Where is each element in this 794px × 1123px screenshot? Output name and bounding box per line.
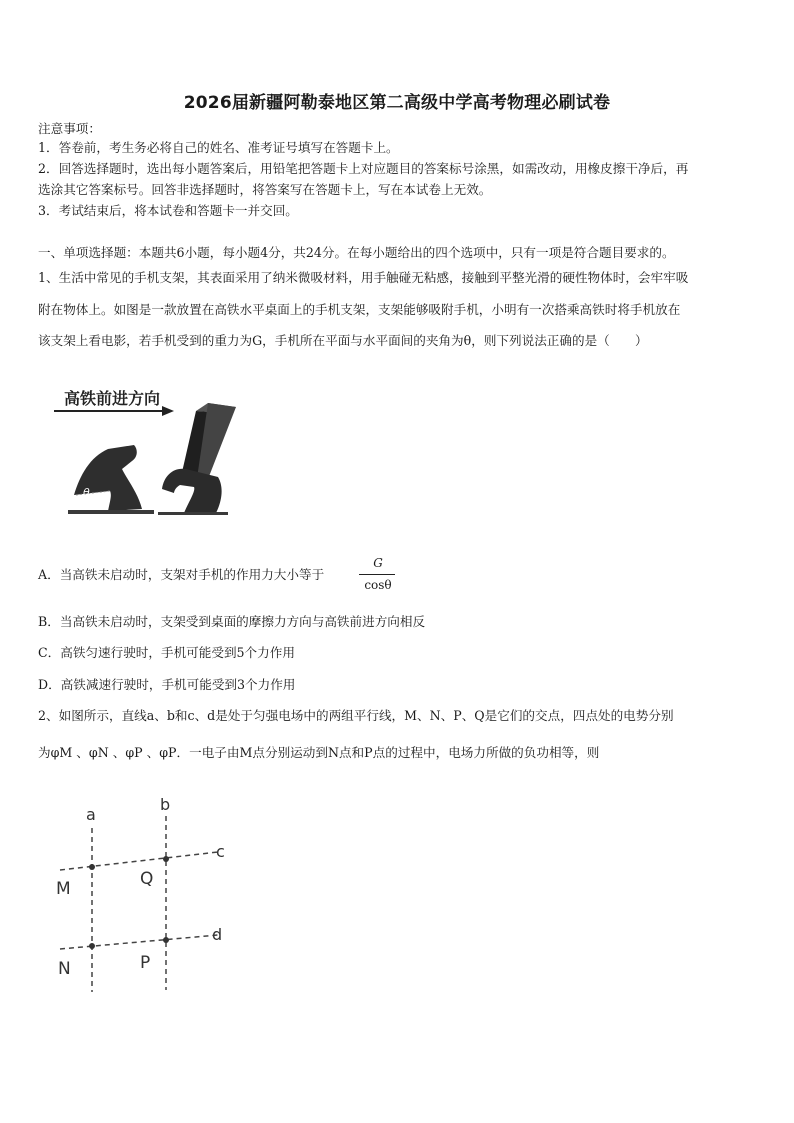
q1-line-3: 该支架上看电影，若手机受到的重力为G，手机所在平面与水平面间的夹角为θ，则下列说法正确的是（ ）	[38, 333, 648, 348]
label-P: P	[140, 953, 151, 973]
notice-item-3: 3．考试结束后，将本试卷和答题卡一并交回。	[38, 203, 298, 218]
notice-item-2-cont: 选涂其它答案标号。回答非选择题时，将答案写在答题卡上，写在本试卷上无效。	[38, 182, 492, 197]
page-title: 2026届新疆阿勒泰地区第二高级中学高考物理必刷试卷	[183, 93, 611, 113]
notice-item-1: 1．答卷前，考生务必将自己的姓名、准考证号填写在答题卡上。	[38, 140, 399, 155]
q2-line-2: 为φM 、φN 、φP 、φP．一电子由M点分别运动到N点和P点的过程中，电场力所做的负功相等，则	[38, 745, 600, 760]
phone-stand-figure	[46, 383, 246, 528]
q2-line-1: 2、如图所示，直线a、b和c、d是处于匀强电场中的两组平行线，M、N、P、Q是它们的交点，四点处的电势分别	[38, 708, 674, 723]
q1-line-2: 附在物体上。如图是一款放置在高铁水平桌面上的手机支架，支架能够吸附手机，小明有一次搭乘高铁时将手机放在	[38, 302, 681, 317]
fraction-denominator: cosθ	[364, 578, 392, 592]
line-c	[60, 852, 218, 870]
stand-right	[162, 469, 222, 513]
point-P	[163, 937, 169, 943]
label-c: c	[216, 842, 225, 861]
fraction-bar	[359, 574, 395, 575]
q1-line-1: 1、生活中常见的手机支架，其表面采用了纳米微吸材料，用手触碰无粘感，接触到平整光滑的硬性物体时，会牢牢吸	[38, 270, 689, 285]
q1-option-d: D．高铁减速行驶时，手机可能受到3个力作用	[38, 677, 296, 692]
angle-theta: θ	[83, 486, 90, 499]
stand-left	[74, 445, 142, 511]
label-d: d	[212, 925, 223, 944]
label-a: a	[86, 805, 96, 824]
notice-item-2: 2．回答选择题时，选出每小题答案后，用铅笔把答题卡上对应题目的答案标号涂黑，如需改动，用橡皮擦干净后，再	[38, 161, 689, 176]
section-heading: 一、单项选择题：本题共6小题，每小题4分，共24分。在每小题给出的四个选项中，只有一项是符合题目要求的。	[38, 245, 675, 260]
figure-direction-label: 高铁前进方向	[64, 389, 161, 408]
label-Q: Q	[140, 869, 154, 889]
notice-heading: 注意事项：	[38, 121, 101, 136]
q1-option-b: B．当高铁未启动时，支架受到桌面的摩擦力方向与高铁前进方向相反	[38, 614, 426, 629]
point-M	[89, 864, 95, 870]
point-N	[89, 943, 95, 949]
line-d	[60, 935, 218, 949]
fraction-numerator: G	[373, 556, 383, 570]
label-M: M	[56, 879, 71, 899]
q1-option-a: A．当高铁未启动时，支架对手机的作用力大小等于	[38, 567, 325, 582]
label-N: N	[58, 959, 71, 979]
label-b: b	[160, 795, 171, 814]
field-lines-figure	[50, 790, 240, 1000]
q1-option-c: C．高铁匀速行驶时，手机可能受到5个力作用	[38, 645, 295, 660]
point-Q	[163, 856, 169, 862]
